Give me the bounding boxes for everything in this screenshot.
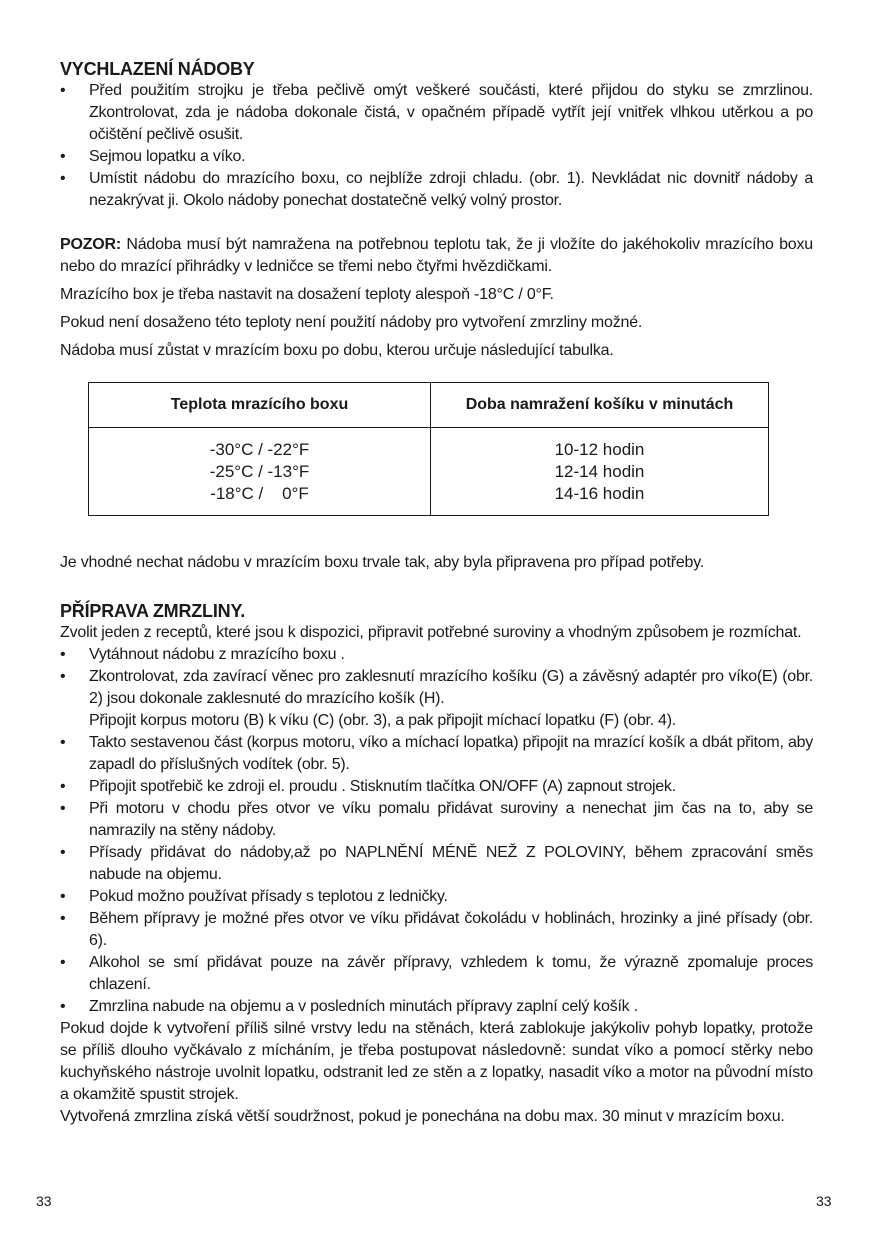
list-item: • Před použitím strojku je třeba pečlivě omýt veškeré součásti, které přijdou do styku se zmrzlinou. Zkontrolovat, zda je nádoba dokonale čistá, v opačném případě vytřít její vnitřek vlhkou utěrkou a po očištění pečlivě osušit. <box>60 80 813 146</box>
list-item: • Umístit nádobu do mrazícího boxu, co nejblíže zdroji chladu. (obr. 1). Nevkládat nic dovnitř nádoby a nezakrývat ji. Okolo nádoby ponechat dostatečně velký volný prostor. <box>60 168 813 212</box>
paragraph: Mrazícího box je třeba nastavit na dosažení teploty alespoň -18°C / 0°F. <box>60 286 554 303</box>
table-cell-times <box>431 428 769 516</box>
page-number-left: 33 <box>36 1193 52 1209</box>
warning-paragraph <box>60 234 813 278</box>
page-content <box>60 58 813 1128</box>
list-item: • Sejmou lopatku a víko. <box>60 146 813 168</box>
page-number-right: 33 <box>816 1193 832 1209</box>
cooling-steps <box>60 80 813 212</box>
time-value: 14-16 hodin <box>554 483 645 503</box>
paragraph: Nádoba musí zůstat v mrazícím boxu po dobu, kterou určuje následující tabulka. <box>60 342 614 359</box>
list-item: • Připojit spotřebič ke zdroji el. proudu . Stisknutím tlačítka ON/OFF (A) zapnout strojek. <box>60 776 813 798</box>
paragraph: Vytvořená zmrzlina získá větší soudržnost, pokud je ponechána na dobu max. 30 minut v mrazícím boxu. <box>60 1108 785 1125</box>
section-title-cooling: VYCHLAZENÍ NÁDOBY <box>60 59 255 79</box>
table-header-time: Doba namražení košíku v minutách <box>431 383 769 428</box>
list-item: • Takto sestavenou část (korpus motoru, víko a míchací lopatka) připojit na mrazící košík a dbát přitom, aby zapadl do příslušných vodítek (obr. 5). <box>60 732 813 776</box>
list-item: • Přísady přidávat do nádoby,až po NAPLNĚNÍ MÉNĚ NEŽ Z POLOVINY, během zpracování směs nabude na objemu. <box>60 842 813 886</box>
paragraph: Zvolit jeden z receptů, které jsou k dispozici, připravit potřebné suroviny a vhodným způsobem je rozmíchat. <box>60 624 802 641</box>
freezing-time-table <box>88 382 769 516</box>
list-item: • Vytáhnout nádobu z mrazícího boxu . <box>60 644 813 666</box>
warning-text: Nádoba musí být namražena na potřebnou teplotu tak, že ji vložíte do jakéhokoliv mrazícího boxu nebo do mrazící přihrádky v ledničce se třemi nebo čtyřmi hvězdičkami. <box>60 236 813 275</box>
temperature-value: -30°C / -22°F <box>209 439 310 459</box>
paragraph: Je vhodné nechat nádobu v mrazícím boxu trvale tak, aby byla připravena pro případ potřeby. <box>60 554 705 571</box>
list-item: • Během přípravy je možné přes otvor ve víku přidávat čokoládu v hoblinách, hrozinky a jiné přísady (obr. 6). <box>60 908 813 952</box>
warning-label: POZOR: <box>60 236 122 253</box>
list-item: • Zkontrolovat, zda zavírací věnec pro zaklesnutí mrazícího košíku (G) a závěsný adaptér pro víko(E) (obr. 2) jsou dokonale zaklesnuté do mrazícího košík (H). Připojit korpus motoru (B) k víku (C) (obr. 3), a pak připojit míchací lopatku (F) (obr. 4). <box>60 666 813 732</box>
section-title-preparation: PŘÍPRAVA ZMRZLINY. <box>60 601 246 621</box>
list-item: • Pokud možno používat přísady s teplotou z ledničky. <box>60 886 813 908</box>
list-item: • Při motoru v chodu přes otvor ve víku pomalu přidávat suroviny a nenechat jim čas na to, aby se namrazily na stěny nádoby. <box>60 798 813 842</box>
time-value: 10-12 hodin <box>554 439 645 459</box>
paragraph: Pokud dojde k vytvoření příliš silné vrstvy ledu na stěnách, která zablokuje jakýkoliv pohyb lopatky, protože se příliš dlouho vyčkávalo z mícháním, je třeba postupovat následovně: sundat víko a pomocí stěrky nebo kuchyňského nástroje uvolnit lopatku, odstranit led ze stěn a z lopatky, nasadit víko a motor na původní místo a okamžitě spustit strojek. <box>60 1020 813 1103</box>
temperature-value: -18°C / 0°F <box>210 483 309 503</box>
temperature-value: -25°C / -13°F <box>209 461 310 481</box>
preparation-steps <box>60 644 813 1018</box>
table-cell-temperatures <box>89 428 431 516</box>
list-item: • Alkohol se smí přidávat pouze na závěr přípravy, vzhledem k tomu, že výrazně zpomaluje proces chlazení. <box>60 952 813 996</box>
list-item: • Zmrzlina nabude na objemu a v posledních minutách přípravy zaplní celý košík . <box>60 996 813 1018</box>
time-value: 12-14 hodin <box>554 461 645 481</box>
table-header-temperature: Teplota mrazícího boxu <box>89 383 431 428</box>
paragraph: Pokud není dosaženo této teploty není použití nádoby pro vytvoření zmrzliny možné. <box>60 314 643 331</box>
